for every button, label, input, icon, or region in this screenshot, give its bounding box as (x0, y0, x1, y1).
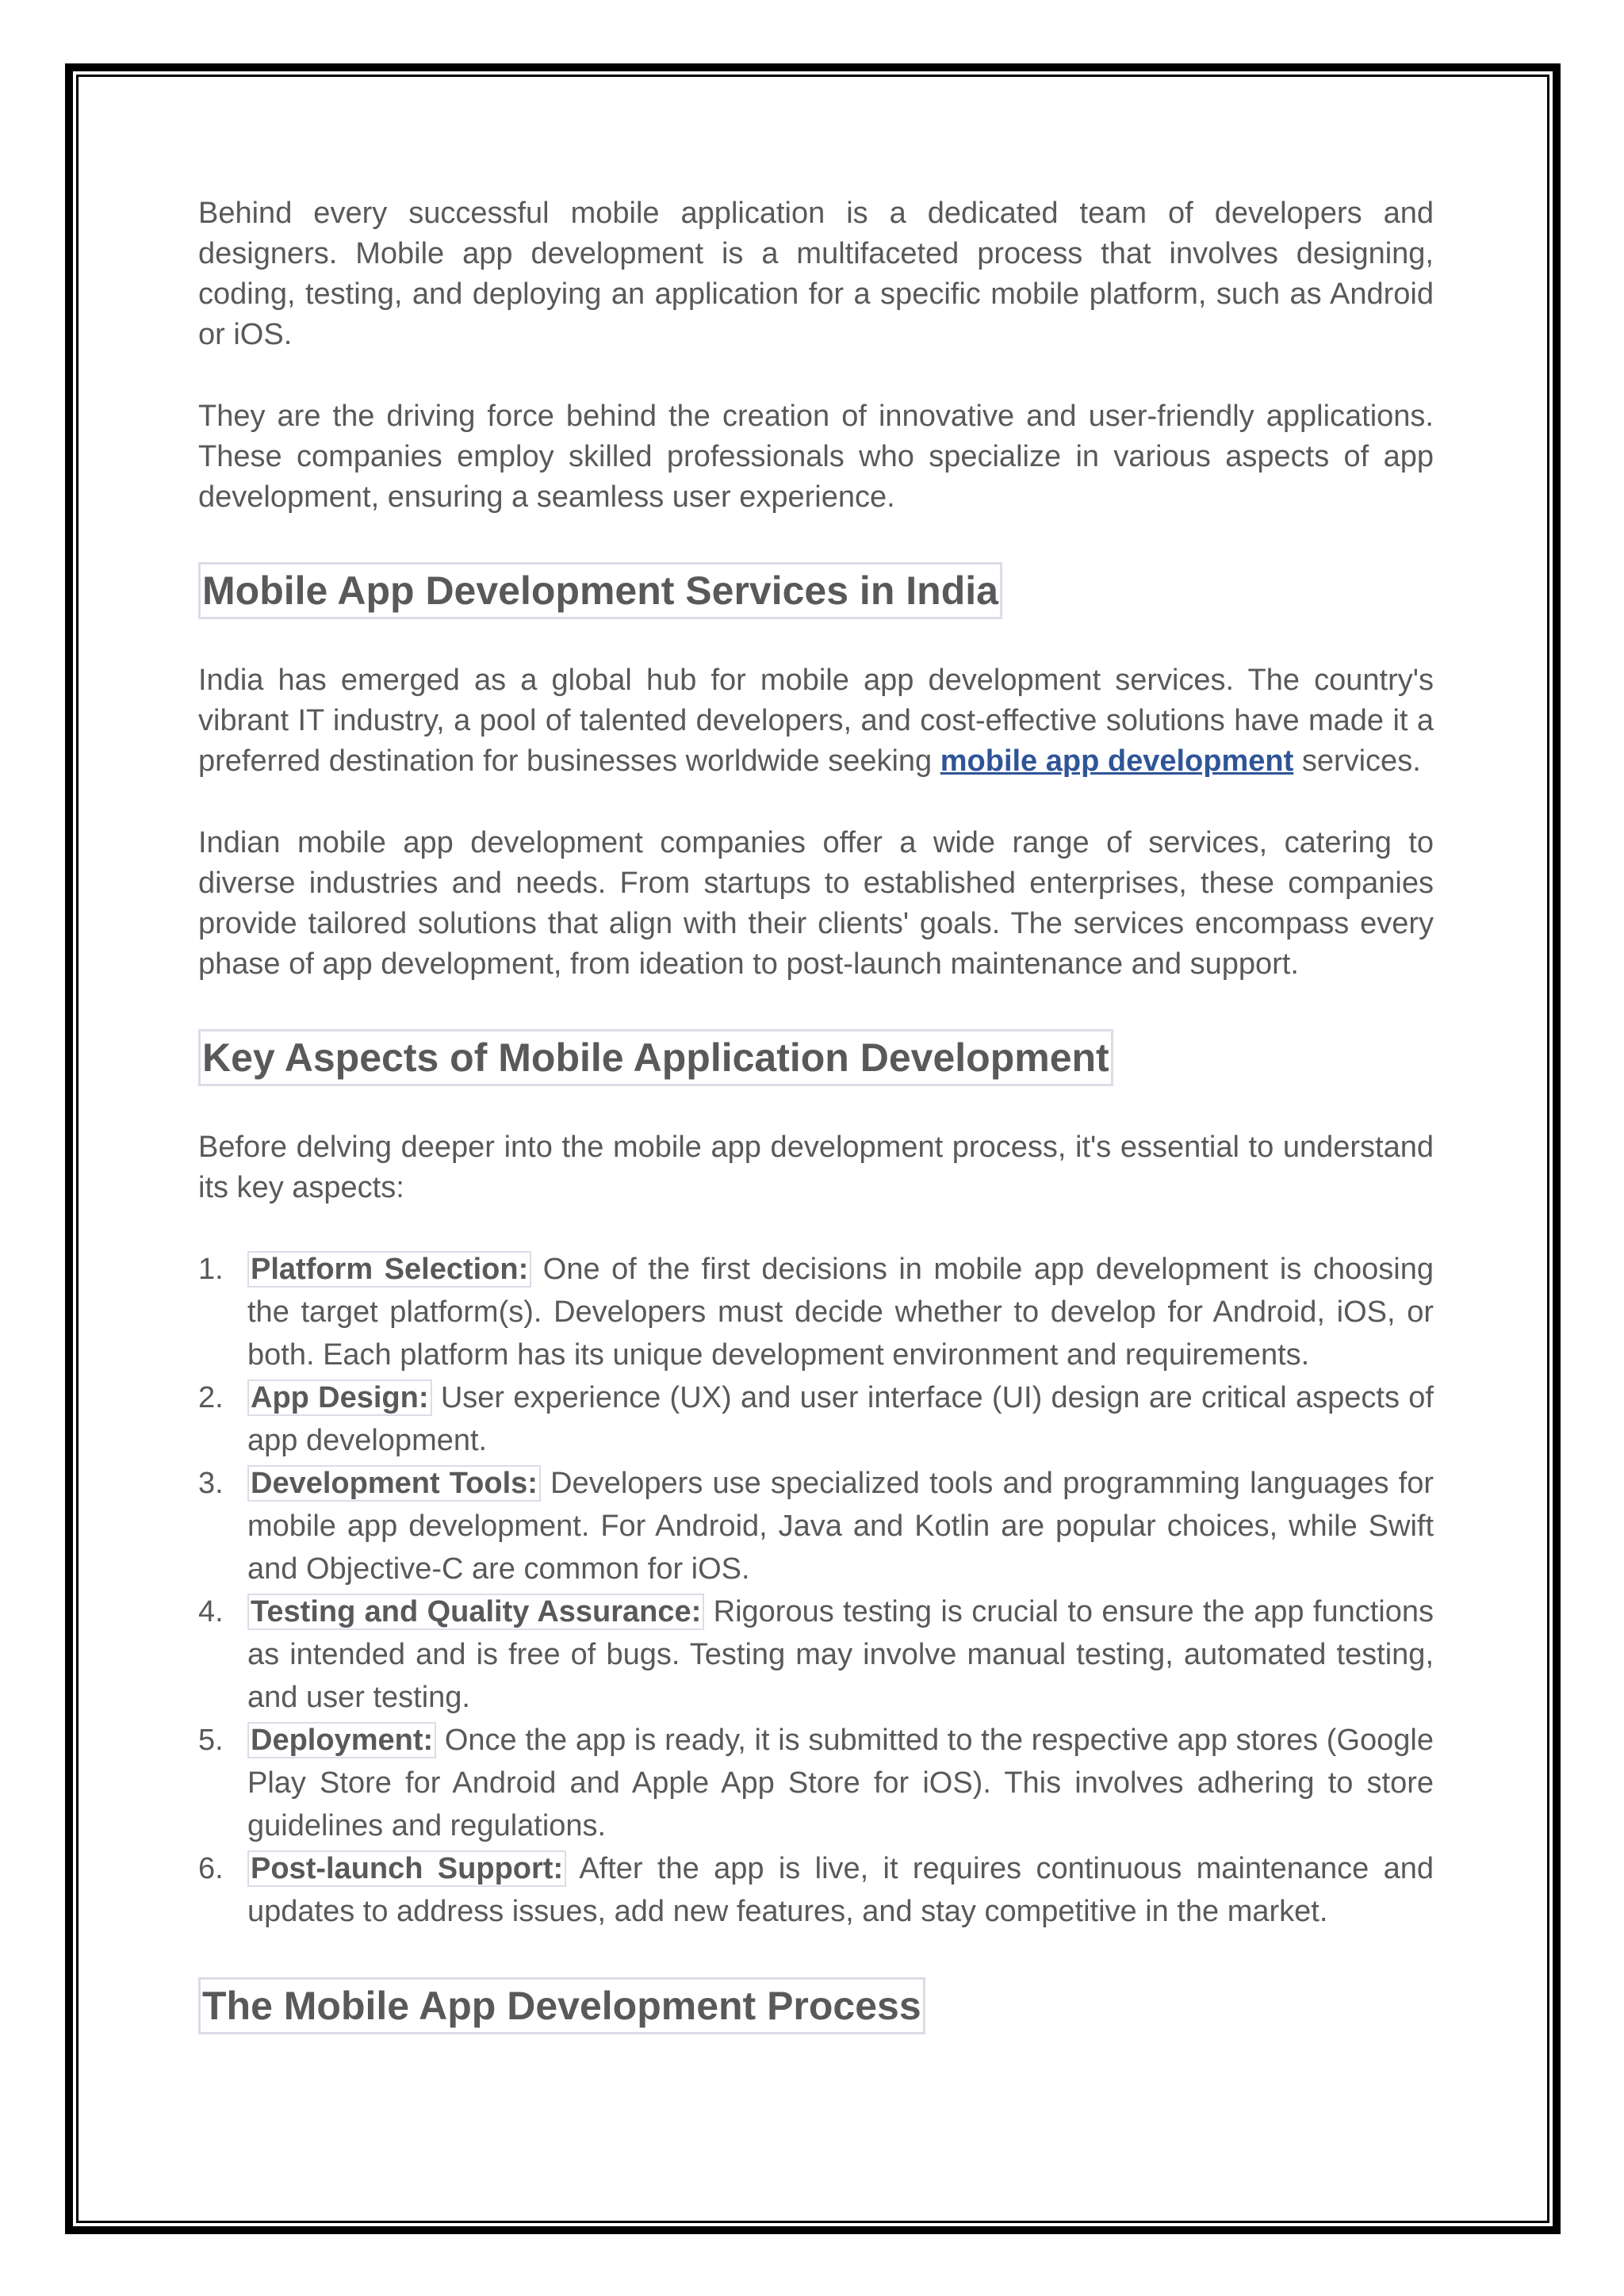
services-paragraph-1 (198, 660, 1434, 782)
intro-paragraph-2: They are the driving force behind the creation of innovative and user-friendly applications. These companies employ skilled professionals who specialize in various aspects of app development, ensuring a seamless user experience. (198, 400, 1434, 514)
list-item-number: 6. (198, 1852, 224, 1885)
list-item-term: Development Tools: (247, 1465, 541, 1502)
list-item-text: Rigorous testing is crucial to ensure the app functions as intended and is free of bugs. Testing may involve manual testing, automated testing, and user testing. (247, 1595, 1434, 1714)
key-aspects-intro: Before delving deeper into the mobile app development process, it's essential to understand its key aspects: (198, 1131, 1434, 1204)
list-item (198, 1462, 1434, 1590)
list-item-text: Once the app is ready, it is submitted to the respective app stores (Google Play Store for Android and Apple App Store for iOS). This involves adhering to store guidelines and regulations. (247, 1724, 1434, 1843)
list-item-text: Developers use specialized tools and programming languages for mobile app development. For Android, Java and Kotlin are popular choices, while Swift and Objective-C are common for iOS. (247, 1467, 1434, 1586)
section-heading-key-aspects: Key Aspects of Mobile Application Development (198, 1029, 1113, 1086)
services-paragraph-2: Indian mobile app development companies offer a wide range of services, catering to diverse industries and needs. From startups to established enterprises, these companies provide tailored solutions that align with their clients' goals. The services encompass every phase of app development, from ideation to post-launch maintenance and support. (198, 826, 1434, 981)
list-item-text: One of the first decisions in mobile app development is choosing the target platform(s). Developers must decide whether to develop for Android, iOS, or both. Each platform has its unique development environment and requirements. (247, 1253, 1434, 1372)
services-paragraph-1-text: India has emerged as a global hub for mobile app development services. The country's vibrant IT industry, a pool of talented developers, and cost-effective solutions have made it a preferred destination for businesses worldwide seeking (198, 664, 1434, 778)
intro-paragraph-1: Behind every successful mobile application is a dedicated team of developers and designers. Mobile app development is a multifaceted process that involves designing, coding, testing, and deploying an application for a specific mobile platform, such as Android or iOS. (198, 197, 1434, 351)
list-item-term: App Design: (247, 1380, 432, 1416)
key-aspects-list (198, 1248, 1434, 1933)
list-item-term: Deployment: (247, 1722, 436, 1758)
list-item-term: Post-launch Support: (247, 1850, 566, 1887)
section-heading-process: The Mobile App Development Process (198, 1977, 925, 2034)
list-item-number: 3. (198, 1467, 224, 1500)
list-item (198, 1847, 1434, 1933)
list-item-number: 2. (198, 1381, 224, 1414)
list-item-term: Testing and Quality Assurance: (247, 1594, 704, 1630)
section-heading-services-india: Mobile App Development Services in India (198, 562, 1002, 619)
list-item (198, 1590, 1434, 1719)
mobile-app-development-link[interactable]: mobile app development (940, 744, 1294, 778)
list-item (198, 1248, 1434, 1376)
list-item (198, 1376, 1434, 1462)
services-paragraph-1-tail: services. (1293, 744, 1421, 778)
document-body (198, 193, 1434, 2034)
list-item-number: 5. (198, 1724, 224, 1757)
list-item (198, 1719, 1434, 1847)
list-item-text: User experience (UX) and user interface (UI) design are critical aspects of app development. (247, 1381, 1434, 1457)
list-item-text: After the app is live, it requires continuous maintenance and updates to address issues, add new features, and stay competitive in the market. (247, 1852, 1434, 1928)
list-item-term: Platform Selection: (247, 1251, 531, 1288)
list-item-number: 4. (198, 1595, 224, 1628)
list-item-number: 1. (198, 1253, 224, 1286)
